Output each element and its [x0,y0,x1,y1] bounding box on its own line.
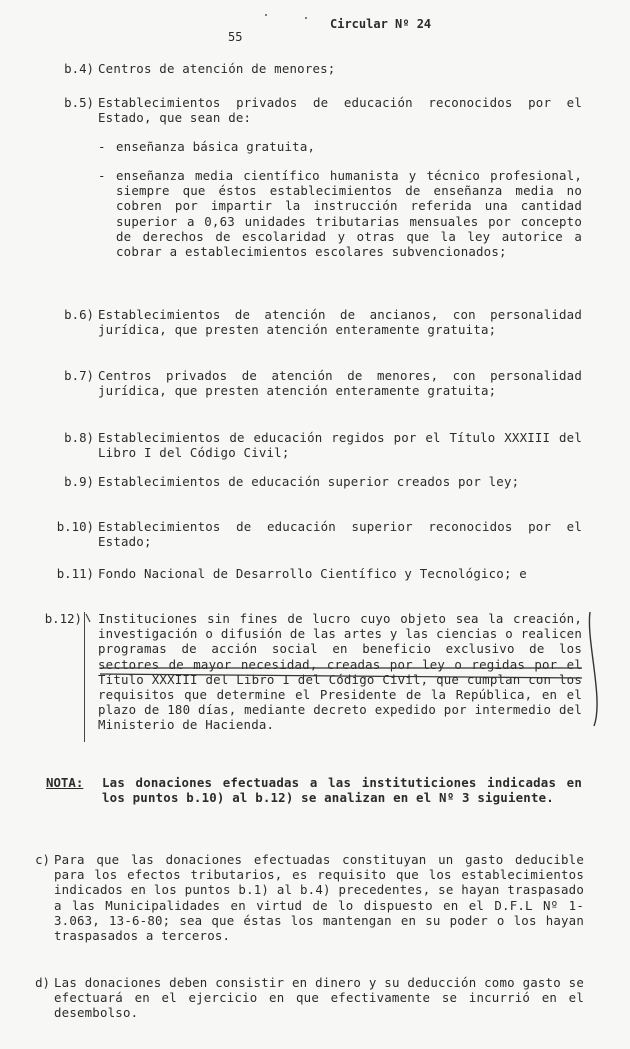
sub-item-dash: - [98,168,106,183]
item-label: b.7) [64,368,94,383]
paragraph-label: d) [35,975,50,990]
item-label: b.5) [64,95,94,110]
item-text: Establecimientos de educación regidos por el Título XXXIII del Libro I del Código Civil; [98,430,582,461]
paragraph-text: Para que las donaciones efectuadas constituyan un gasto deducible para los efectos tributarios, es requisito que los establecimientos indicados en los puntos b.1) al b.4) precedentes, se hayan traspasado a las Municipalidades en virtud de lo dispuesto en el D.F.L Nº 1-3.063, 13-6-80; sea que éstas los mantengan en su poder o los hayan traspasados a terceros. [54,852,584,944]
item-label: b.12) [44,611,82,626]
sub-item-text: enseñanza básica gratuita, [116,139,316,154]
item-text: Fondo Nacional de Desarrollo Científico y Tecnológico; e [98,566,527,581]
sub-item-text: enseñanza media científico humanista y técnico profesional, siempre que éstos establecimientos de enseñanza media no cobren por impartir la instrucción referida una cantidad superior a 0,63 unidades tributarias mensuales por concepto de derechos de escolaridad y otras que la ley autorice a cobrar a establecimientos escolares subvencionados; [116,168,582,260]
paragraph-label: c) [35,852,50,867]
item-label: b.11) [56,566,94,581]
item-text: Centros de atención de menores; [98,61,336,76]
item-text: Centros privados de atención de menores, con personalidad jurídica, que presten atención enteramente gratuita; [98,368,582,399]
item-label: b.8) [64,430,94,445]
bracket-tick [86,614,90,622]
item-text: Establecimientos de atención de ancianos, con personalidad jurídica, que presten atención enteramente gratuita; [98,307,582,338]
note-label: NOTA: [46,775,84,790]
sub-item-dash: - [98,139,106,154]
note-text: Las donaciones efectuadas a las instituticiones indicadas en los puntos b.10) al b.12) se analizan en el Nº 3 siguiente. [102,775,582,806]
paragraph-text: Las donaciones deben consistir en dinero y su deducción como gasto se efectuará en el ejercicio en que efectivamente se incurrió en el desembolso. [54,975,584,1021]
circular-title: Circular Nº 24 [330,17,432,31]
item-label: b.9) [64,474,94,489]
item-text: Establecimientos de educación superior creados por ley; [98,474,520,489]
margin-bracket [589,612,597,726]
item-text: Establecimientos de educación superior reconocidos por el Estado; [98,519,582,550]
item-label: b.4) [64,61,94,76]
item-label: b.10) [56,519,94,534]
item-text: Instituciones sin fines de lucro cuyo objeto sea la creación, investigación o difusión de las artes y las ciencias o realicen programas de acción social en beneficio exclusivo de los sectores de mayor necesidad, creadas por ley o regidas por el Título XXXIII del Libro I del Código Civil, que cumplan con los requisitos que determine el Presidente de la República, en el plazo de 180 días, mediante decreto expedido por intermedio del Ministerio de Hacienda. [98,611,582,733]
item-text: Establecimientos privados de educación reconocidos por el Estado, que sean de: [98,95,582,126]
strike-mark [100,674,582,678]
page-number: 55 [228,30,243,44]
item-label: b.6) [64,307,94,322]
